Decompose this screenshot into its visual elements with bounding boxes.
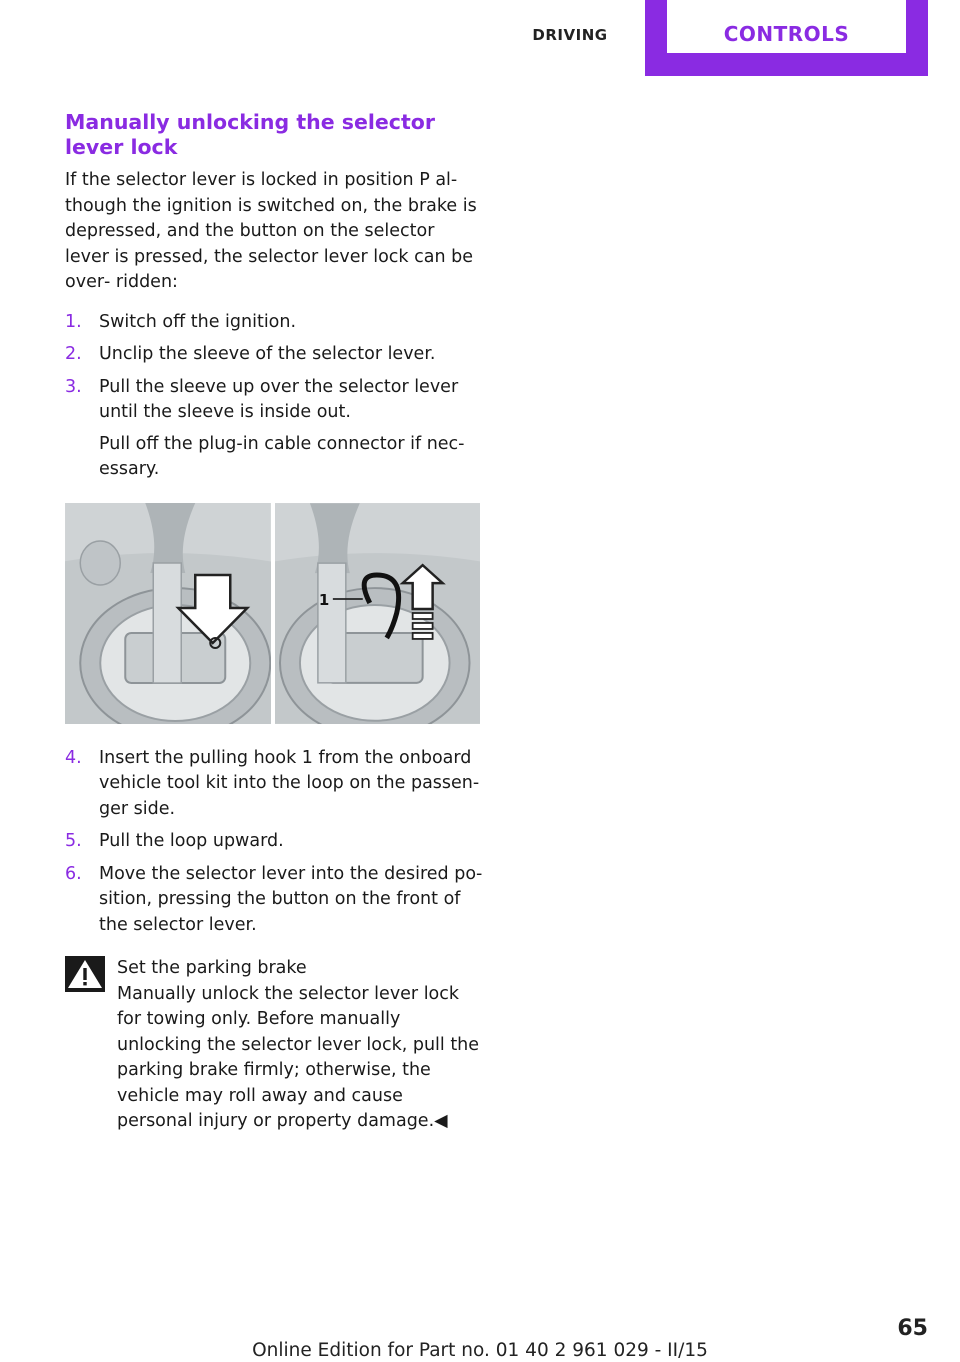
step-text: Pull the sleeve up over the selector lever until the sleeve is inside out. (99, 376, 459, 422)
list-item (65, 862, 483, 939)
warning-block (65, 956, 483, 1135)
selector-lever-pull-loop-illustration (275, 503, 481, 724)
steps-list-b (65, 746, 483, 939)
figure-panel-left (65, 503, 271, 724)
page-number: 65 (897, 1316, 928, 1341)
step-text: Move the selector lever into the desired po‐ sition, pressing the button on the front of the selector lever. (99, 863, 483, 935)
list-item (65, 342, 483, 368)
figure-callout-1: 1 (318, 590, 329, 609)
step-number: 4. (65, 747, 82, 768)
step-number: 3. (65, 376, 82, 397)
figure-panel-right (275, 503, 481, 724)
step-text: Switch off the ignition. (99, 311, 297, 332)
step-number: 1. (65, 311, 82, 332)
step-text: Unclip the sleeve of the selector lever. (99, 344, 436, 364)
warning-title: Set the parking brake (117, 958, 307, 978)
step-number: 6. (65, 863, 82, 884)
header-chapter: CONTROLS (723, 22, 850, 46)
header-chapter-tab (645, 0, 928, 76)
step-text: Insert the pulling hook 1 from the onboard vehicle tool kit into the loop on the passen‐ ger side. (99, 747, 480, 819)
selector-lever-push-down-illustration (65, 503, 271, 724)
steps-list-a (65, 310, 483, 483)
step-subtext: Pull off the plug-in cable connector if nec‐ essary. (99, 433, 465, 479)
intro-paragraph: If the selector lever is locked in position P al‐ though the ignition is switched on, the brake is depressed, and the button on the selector lever is pressed, the selector lever lock can be over‐ ridden: (65, 170, 477, 292)
list-item (65, 829, 483, 855)
list-item (65, 310, 483, 336)
selector-lever-figure (65, 503, 480, 724)
header-section: DRIVING (532, 26, 608, 44)
list-item (65, 746, 483, 823)
section-title: Manually unlocking the selector lever lock (65, 110, 435, 159)
step-number: 5. (65, 831, 82, 851)
warning-body: Manually unlock the selector lever lock for towing only. Before manually unlocking the selector lever lock, pull the parking brake firmly; otherwise, the vehicle may roll away and cause personal injury or property damage.◀ (117, 983, 480, 1131)
step-number: 2. (65, 344, 82, 364)
main-column (65, 110, 483, 1135)
warning-triangle-icon (65, 956, 105, 992)
list-item (65, 375, 483, 483)
footer-edition: Online Edition for Part no. 01 40 2 961 029 - II/15 (252, 1340, 708, 1361)
step-text: Pull the loop upward. (99, 831, 284, 851)
